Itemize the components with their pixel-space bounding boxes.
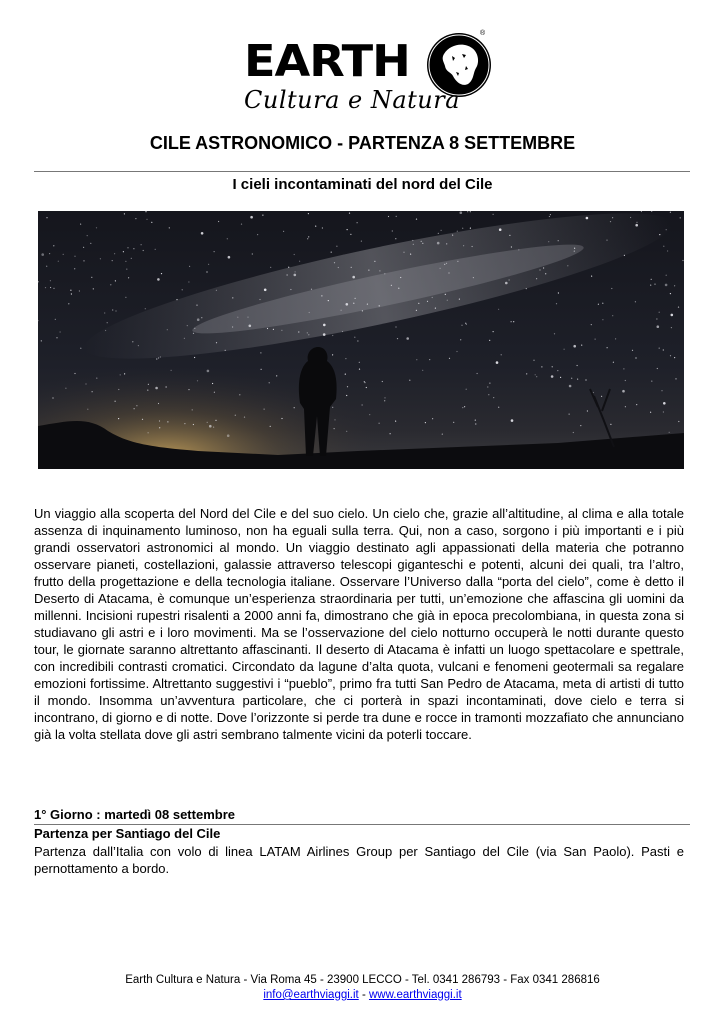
footer	[0, 973, 725, 1003]
day1-subheading: Partenza per Santiago del Cile	[34, 826, 221, 841]
footer-links	[0, 988, 725, 1003]
document-subtitle: I cieli incontaminati del nord del Cile	[232, 176, 493, 193]
footer-separator: -	[358, 989, 369, 1001]
website-link[interactable]: www.earthviaggi.it	[368, 989, 462, 1001]
earth-logo	[244, 30, 494, 115]
logo-tagline: Cultura e Natura	[244, 86, 461, 114]
day1-body: Partenza dall’Italia con volo di linea LATAM Airlines Group per Santiago del Cile (via San Paolo). Pasti e pernottamento a bordo.	[34, 844, 684, 876]
email-link[interactable]: info@earthviaggi.it	[263, 989, 359, 1001]
day1-heading: 1° Giorno : martedì 08 settembre	[34, 807, 690, 825]
document-title: CILE ASTRONOMICO - PARTENZA 8 SETTEMBRE	[149, 133, 576, 153]
night-sky-photo	[38, 211, 684, 469]
intro-paragraph: Un viaggio alla scoperta del Nord del Cile e del suo cielo. Un cielo che, grazie all’altitudine, al clima e alla totale assenza di inquinamento luminoso, non ha eguali sulla terra. Qui, non a caso, sorgono i più importanti e i più grandi osservatori astronomici al mondo. Un viaggio destinato agli appassionati della materia che potranno osservare pianeti, costellazioni, galassie attraverso telescopi giganteschi e potenti, alcuni dei quali, tra l’altro, frutto della progettazione e della tecnologia italiane. Osservare l’Universo dalla “porta del cielo”, come è detto il Deserto di Atacama, è comunque un’esperienza straordinaria per tutti, un’emozione che affascina gli uomini da millenni. Incisioni rupestri risalenti a 2000 anni fa, dimostrano che già in epoca precolombiana, in questa zona si studiavano gli astri e i loro movimenti. Ma se l’osservazione del cielo notturno occuperà le notti durante questo tour, le giornate saranno altrettanto affascinanti. Il deserto di Atacama è infatti un luogo spettacolare e spettrale, con incredibili contrasti cromatici. Circondato da lagune d’alta quota, vulcani e fenomeni geotermali sa regalare emozioni fortissime. Altrettanto suggestivi i “pueblo”, primo fra tutti San Pedro de Atacama, meta di artisti di tutto il mondo. Insomma un’avventura particolare, che ci porterà in spazi incontaminati, dove cielo e terra si incontrano, di giorno e di notte. Dove l’orizzonte si perde tra dune e rocce in tramonti mozzafiato che annunciano già la volta stellata dove gli astri sembrano talmente vicini da poterli toccare.	[34, 506, 684, 742]
title-divider	[34, 171, 690, 172]
registered-mark: ®	[480, 30, 486, 37]
footer-address: Earth Cultura e Natura - Via Roma 45 - 23900 LECCO - Tel. 0341 286793 - Fax 0341 286816	[125, 974, 600, 986]
logo-wordmark: EARTH	[244, 36, 410, 87]
